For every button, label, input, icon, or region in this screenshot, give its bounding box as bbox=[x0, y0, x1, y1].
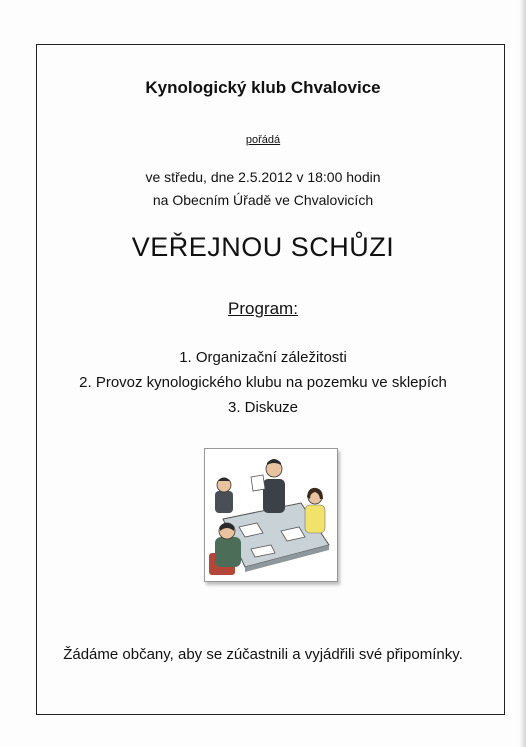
event-title: VEŘEJNOU SCHŮZI bbox=[131, 232, 395, 262]
program-item-2: 2. Provoz kynologického klubu na pozemku ve sklepích bbox=[79, 374, 447, 391]
standing-person-body bbox=[263, 479, 285, 513]
organizer-name: Kynologický klub Chvalovice bbox=[145, 78, 381, 97]
place-line: na Obecním Úřadě ve Chvalovicích bbox=[152, 192, 374, 208]
meeting-illustration-svg bbox=[205, 449, 337, 581]
program-heading: Program: bbox=[228, 299, 298, 318]
program-item-1: 1. Organizační záležitosti bbox=[179, 349, 347, 366]
front-person-body bbox=[215, 537, 241, 567]
right-person-body bbox=[305, 505, 325, 533]
left-person-body bbox=[215, 491, 233, 513]
closing-note: Žádáme občany, aby se zúčastnili a vyjádřili své připomínky. bbox=[63, 646, 463, 663]
hosts-label: pořádá bbox=[245, 134, 281, 146]
held-paper-icon bbox=[251, 475, 265, 491]
meeting-illustration-icon bbox=[204, 448, 338, 582]
program-item-3: 3. Diskuze bbox=[227, 399, 299, 416]
date-line: ve středu, dne 2.5.2012 v 18:00 hodin bbox=[145, 169, 381, 185]
left-person-hair bbox=[218, 478, 230, 482]
